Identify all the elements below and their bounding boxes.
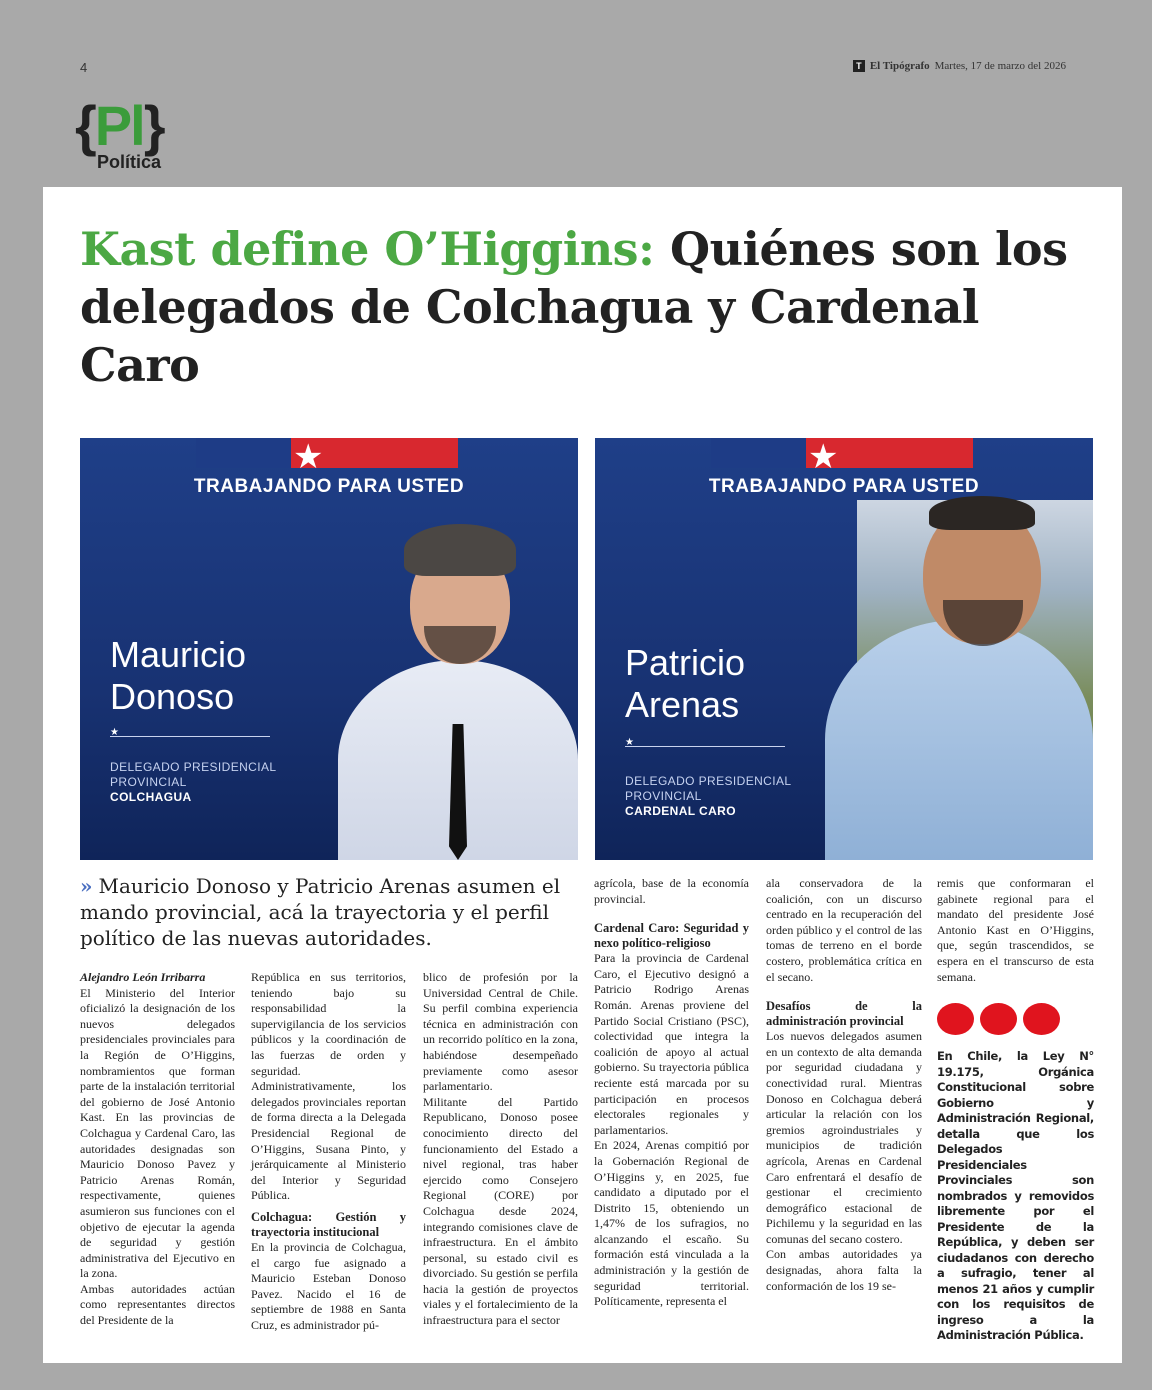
article-column-1 (80, 970, 235, 1329)
photo-tagline: TRABAJANDO PARA USTED (193, 476, 465, 497)
red-dot-icon (980, 1003, 1017, 1035)
flag-banner (196, 438, 458, 468)
person-role: DELEGADO PRESIDENCIAL PROVINCIAL COLCHAGUA (110, 760, 277, 804)
section-mark: {Pl} (75, 94, 164, 157)
paragraph: ala conservadora de la coalición, con un discurso centrado en la recuperación del orden público y el control de las tomas de terreno en el borde costero, problemática crítica en el secano. (766, 876, 922, 984)
divider (625, 746, 785, 747)
paragraph: agrícola, base de la economía provincial. (594, 876, 749, 906)
province-label: CARDENAL CARO (625, 804, 736, 818)
paragraph: En 2024, Arenas compitió por la Gobernación Regional de O’Higgins y, en 2025, fue candidato a diputado por el Distrito 15, obteniendo un 1,47% de los sufragios, no alcanzando el escaño. Su formación está vinculada a la administración y la gestión de seguridad territorial. Políticamente, representa el (594, 1138, 749, 1309)
person-name: Mauricio Donoso (110, 634, 247, 717)
article-column-5 (766, 876, 922, 1294)
chevron-right-icon: » (80, 874, 93, 898)
paragraph: remis que conformaran el gabinete regional para el mandato del presidente José Antonio Kast en O’Higgins, que, según trascendidos, se espera en el transcurso de esta semana. (937, 876, 1094, 984)
article-column-2 (251, 970, 406, 1333)
portrait-arenas (805, 496, 1093, 860)
article-column-3 (423, 970, 578, 1329)
subheading: Desafíos de la administración provincial (766, 999, 922, 1029)
divider (110, 736, 270, 737)
photo-donoso (80, 438, 578, 860)
section-label: Política (97, 152, 162, 172)
paragraph: Con ambas autoridades ya designadas, ahora falta la conformación de los 19 se- (766, 1247, 922, 1293)
sidebar-note: En Chile, la Ley N° 19.175, Orgánica Constitucional sobre Gobierno y Administración Regional, detalla que los Delegados Presidenciales Provinciales son nombrados y removidos libremente por el Presidente de la República, y deben ser ciudadanos con derecho a sufragio, tener al menos 21 años y cumplir con los requisitos de ingreso a la Administración Pública. (937, 1049, 1094, 1343)
paragraph: Para la provincia de Cardenal Caro, el Ejecutivo designó a Patricio Rodrigo Arenas Román. Arenas proviene del Partido Social Cristiano (PSC), colectividad que integra la coalición de apoyo al actual gobierno. Su trayectoria pública reciente está marcada por su participación en procesos electorales regionales y parlamentarios. (594, 951, 749, 1137)
paragraph: En la provincia de Colchagua, el cargo fue asignado a Mauricio Esteban Donoso Pavez. Nacido el 16 de septiembre de 1988 en Santa Cruz, es administrador pú- (251, 1239, 406, 1332)
portrait-donoso (338, 514, 578, 860)
subheading: Cardenal Caro: Seguridad y nexo político-religioso (594, 921, 749, 951)
article-column-6 (937, 876, 1094, 1344)
headline-kicker: Kast define O’Higgins: (80, 222, 655, 276)
red-dot-icon (937, 1003, 974, 1035)
headline-title: Quiénes son los delegados de Colchagua y Cardenal Caro (80, 222, 1068, 392)
headline (80, 220, 1090, 394)
red-dots-ornament (937, 1003, 1094, 1035)
photo-arenas (595, 438, 1093, 860)
star-icon: ★ (808, 438, 839, 477)
subheading: Colchagua: Gestión y trayectoria institucional (251, 1209, 406, 1239)
paragraph: blico de profesión por la Universidad Central de Chile. Su perfil combina experiencia técnica en administración con un recorrido político en la zona, habiéndose desempeñado previamente como asesor parlamentario. (423, 970, 578, 1094)
photo-tagline: TRABAJANDO PARA USTED (708, 476, 980, 497)
flag-banner (711, 438, 973, 468)
deck-summary: » Mauricio Donoso y Patricio Arenas asumen el mando provincial, acá la trayectoria y el perfil político de las nuevas autoridades. (80, 874, 561, 950)
masthead (853, 60, 1066, 72)
newspaper-logo-icon: T (853, 60, 865, 72)
province-label: COLCHAGUA (110, 790, 192, 804)
publication-name: El Tipógrafo (869, 60, 930, 72)
red-dot-icon (1023, 1003, 1060, 1035)
page-number: 4 (80, 60, 88, 75)
paragraph: Los nuevos delegados asumen en un contexto de alta demanda por seguridad ciudadana y conectividad rural. Mientras Donoso en Colchagua deberá articular la relación con los gremios agroindustriales y municipios de tradición agrícola, Arenas en Cardenal Caro enfrentará el desafío de gestionar el crecimiento demográfico estacional de Pichilemu y la seguridad en las comunas del secano costero. (766, 1029, 922, 1246)
person-name: Patricio Arenas (625, 642, 746, 725)
star-icon: ★ (293, 438, 324, 477)
paragraph: El Ministerio del Interior oficializó la designación de los nuevos delegados presidenciales provinciales para la Región de O’Higgins, nombramientos que forman parte de la instalación territorial del gobierno de José Antonio Kast. En las provincias de Colchagua y Cardenal Caro, las autoridades designadas son Mauricio Donoso Pavez y Patricio Arenas Román, respectivamente, quienes asumieron sus funciones con el objetivo de ejecutar la agenda de seguridad y gestión administrativa del Ejecutivo en la zona. (80, 985, 235, 1281)
publication-date: Martes, 17 de marzo del 2026 (934, 60, 1066, 72)
paragraph: Ambas autoridades actúan como representantes directos del Presidente de la (80, 1281, 235, 1328)
byline: Alejandro León Irribarra (80, 970, 206, 984)
person-role: DELEGADO PRESIDENCIAL PROVINCIAL CARDENAL CARO (625, 774, 792, 818)
article-column-4 (594, 876, 749, 1310)
paragraph: República en sus territorios, teniendo bajo su responsabilidad la supervigilancia de los servicios públicos y la coordinación de las fuerzas de orden y seguridad. Administrativamente, los delegados provinciales reportan de forma directa a la Delegada Presidencial Regional de O’Higgins, Susana Pinto, y jerárquicamente al Ministerio del Interior y Seguridad Pública. (251, 970, 406, 1203)
paragraph: Militante del Partido Republicano, Donoso posee conocimiento directo del funcionamiento del Estado a nivel regional, tras haber ejercido como Consejero Regional (CORE) por Colchagua desde 2024, integrando comisiones clave de infraestructura. En el ámbito personal, su estado civil es divorciado. Su gestión se perfila hacia la gestión de proyectos viales y el fortalecimiento de la infraestructura para el sector (423, 1094, 578, 1328)
section-logo (75, 96, 200, 173)
